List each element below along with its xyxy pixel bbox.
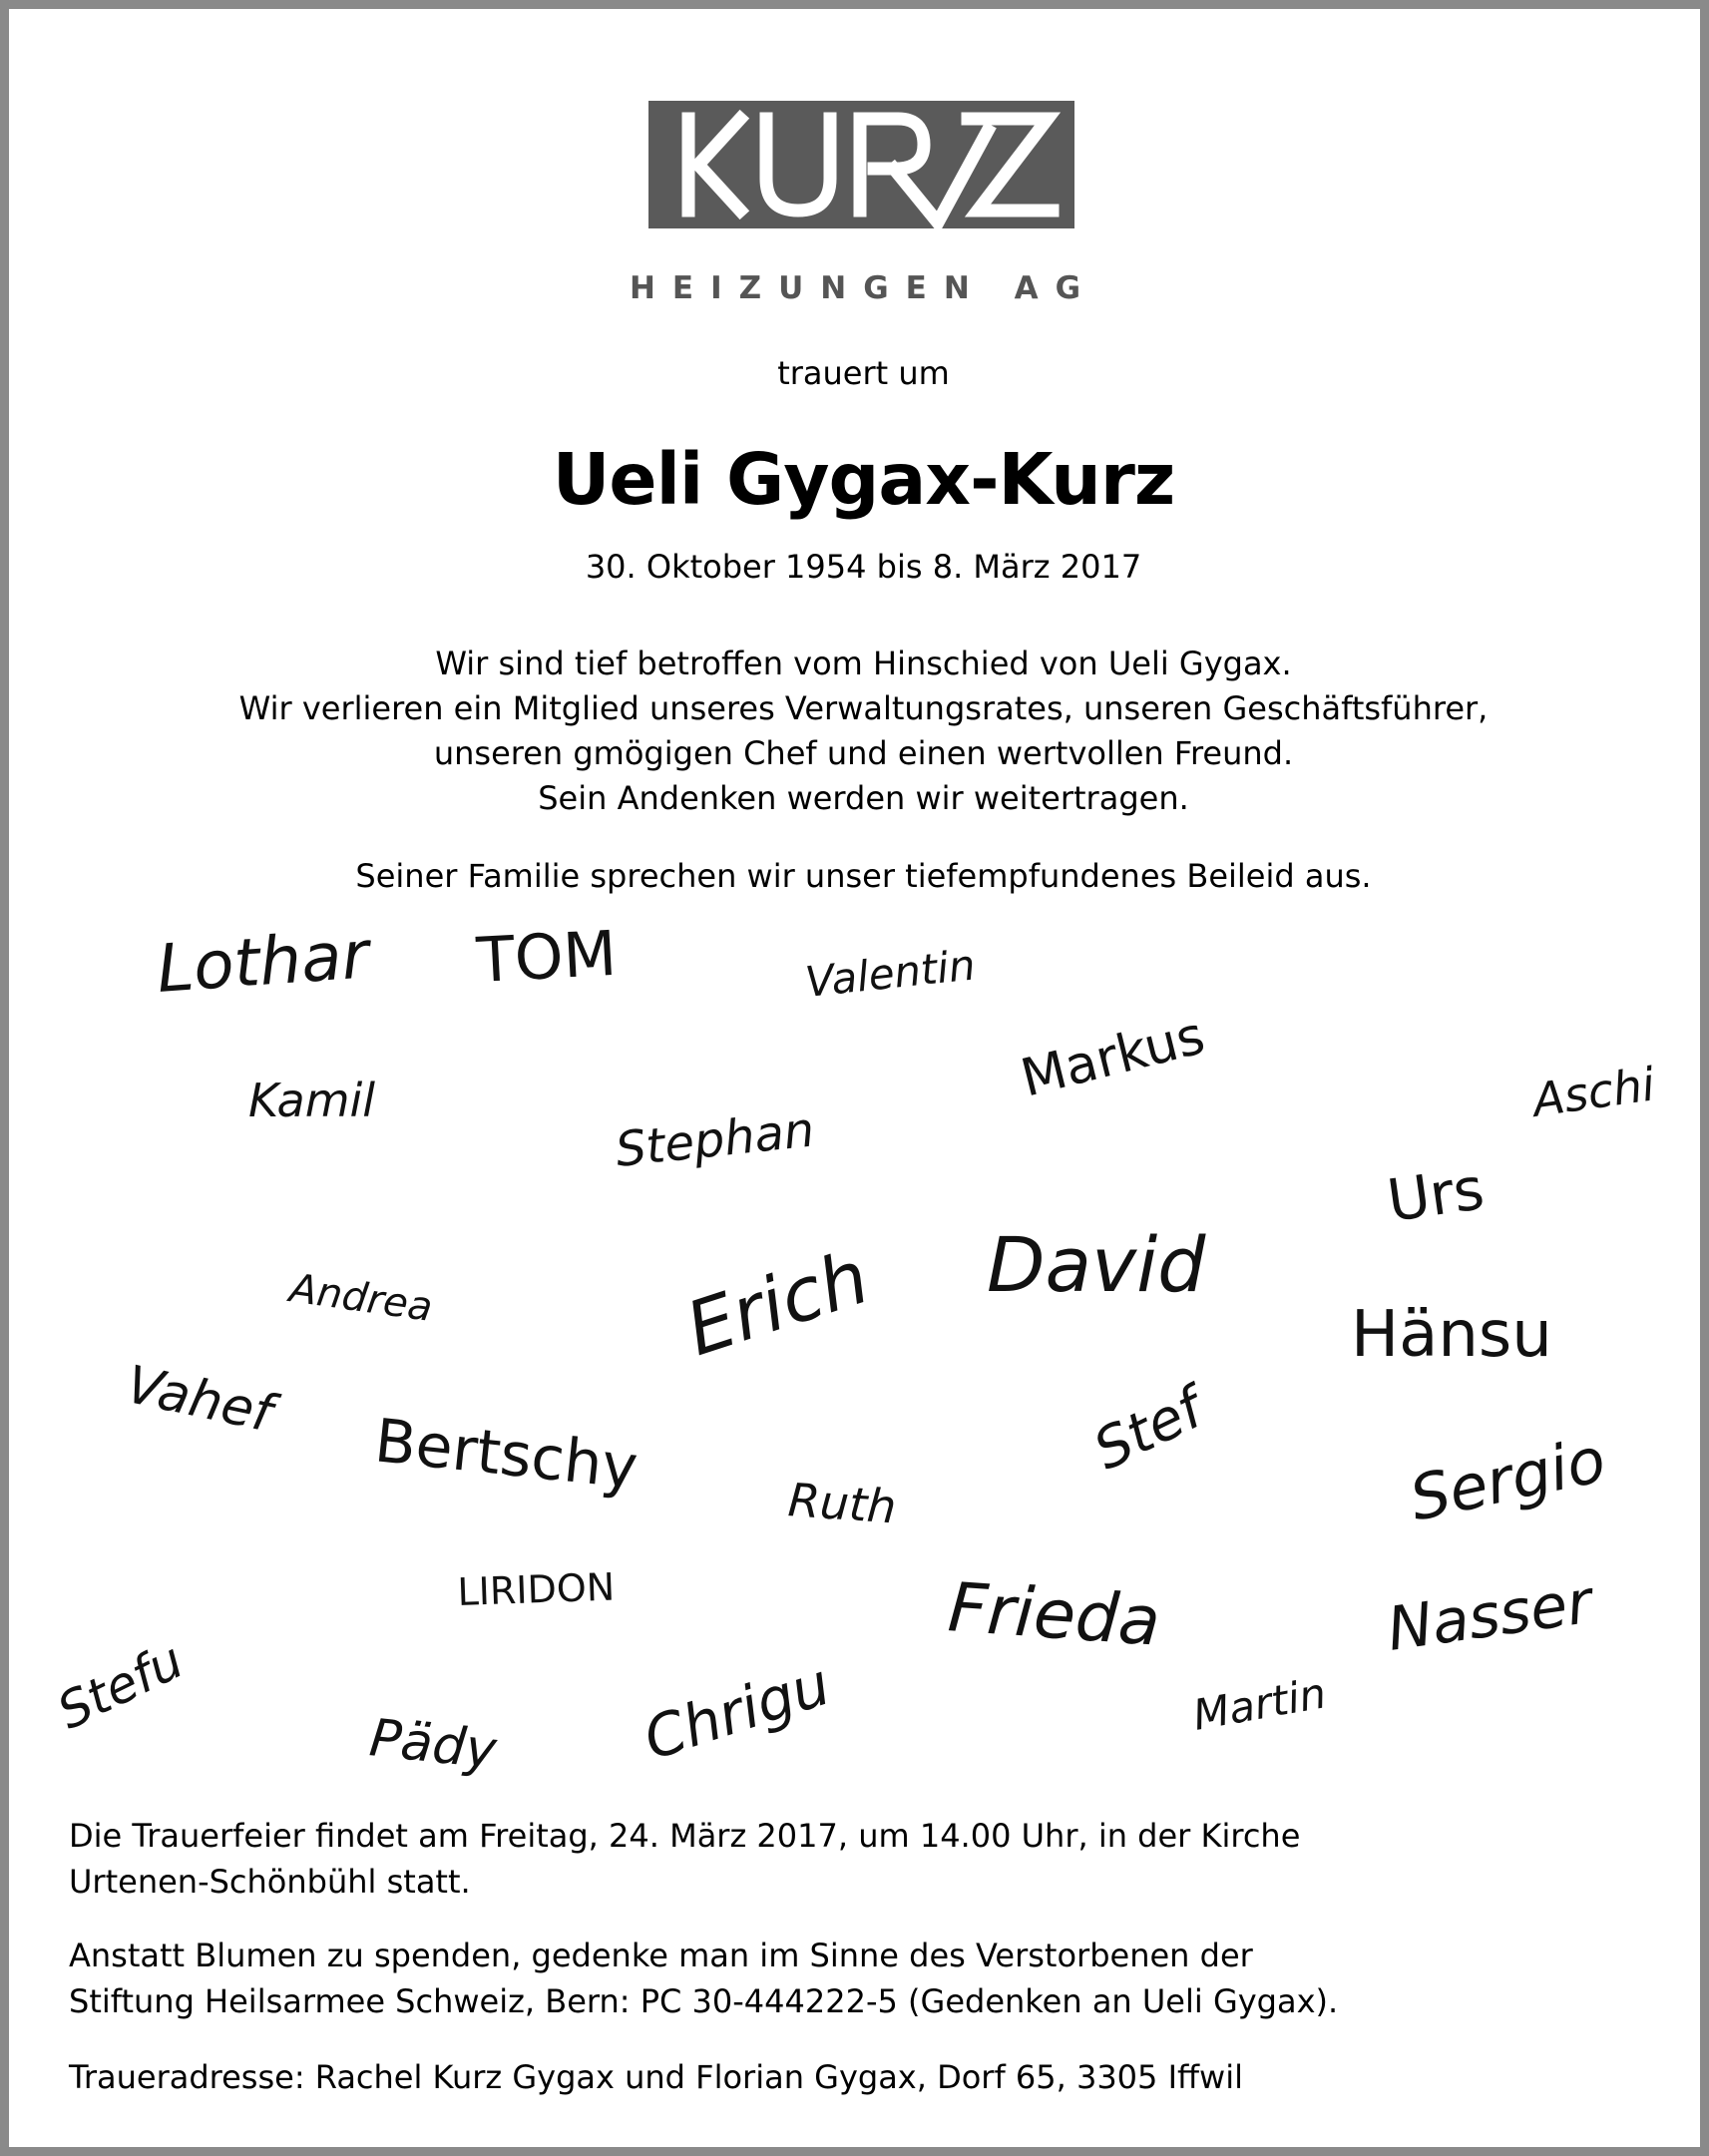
donation-line: Anstatt Blumen zu spenden, gedenke man im Sinne des Verstorbenen der: [69, 1937, 1253, 1974]
message-line: Sein Andenken werden wir weitertragen.: [538, 779, 1189, 817]
signature: Stef: [1083, 1376, 1213, 1484]
signature: Andrea: [286, 1265, 436, 1331]
signature: Erich: [675, 1234, 879, 1374]
funeral-line: Die Trauerfeier findet am Freitag, 24. März 2017, um 14.00 Uhr, in der Kirche: [69, 1817, 1301, 1855]
signature: Vahef: [121, 1355, 277, 1445]
deceased-name: Ueli Gygax-Kurz: [552, 438, 1175, 521]
signature: Hänsu: [1351, 1298, 1552, 1372]
intro-text: trauert um: [777, 354, 950, 392]
signature: TOM: [474, 916, 619, 997]
signature: Lothar: [154, 916, 372, 1008]
signature: Frieda: [945, 1568, 1163, 1662]
funeral-info: [69, 1813, 1655, 1905]
signature: Sergio: [1403, 1423, 1612, 1535]
signatures-svg: [49, 902, 1678, 1800]
funeral-line: Urtenen-Schönbühl statt.: [69, 1863, 471, 1901]
kurz-logo: [648, 101, 1074, 228]
signature: David: [987, 1220, 1206, 1309]
signature: Kamil: [248, 1074, 376, 1127]
signature: Aschi: [1529, 1057, 1659, 1127]
signatures-area: [49, 902, 1678, 1800]
signature: Urs: [1383, 1154, 1489, 1235]
signature: Valentin: [802, 940, 978, 1007]
life-dates: 30. Oktober 1954 bis 8. März 2017: [585, 548, 1142, 586]
message-line: unseren gmögigen Chef und einen wertvollen Freund.: [433, 734, 1294, 772]
message-line: Wir sind tief betroffen vom Hinschied von Ueli Gygax.: [435, 645, 1292, 682]
signature: LIRIDON: [456, 1564, 616, 1614]
signature: Chrigu: [636, 1649, 838, 1774]
logo-subtitle: HEIZUNGEN AG: [629, 270, 1098, 306]
mourning-address: Traueradresse: Rachel Kurz Gygax und Florian Gygax, Dorf 65, 3305 Iffwil: [69, 2058, 1243, 2096]
signature: Stephan: [613, 1101, 817, 1178]
kurz-logo-graphic: [648, 101, 1074, 228]
signature: Pädy: [366, 1708, 500, 1782]
signature: Bertschy: [371, 1406, 641, 1504]
donation-line: Stiftung Heilsarmee Schweiz, Bern: PC 30-444222-5 (Gedenken an Ueli Gygax).: [69, 1982, 1339, 2020]
signature: Martin: [1189, 1668, 1330, 1740]
message-line: Wir verlieren ein Mitglied unseres Verwaltungsrates, unseren Geschäftsführer,: [238, 689, 1489, 727]
family-condolence: Seiner Familie sprechen wir unser tiefempfundenes Beileid aus.: [355, 857, 1372, 895]
signature: Markus: [1015, 1006, 1211, 1109]
signature: Ruth: [786, 1473, 899, 1534]
condolence-message: [49, 642, 1678, 821]
signature: Nasser: [1383, 1566, 1596, 1665]
signature: Stefu: [49, 1631, 193, 1741]
donation-info: [69, 1933, 1655, 2024]
